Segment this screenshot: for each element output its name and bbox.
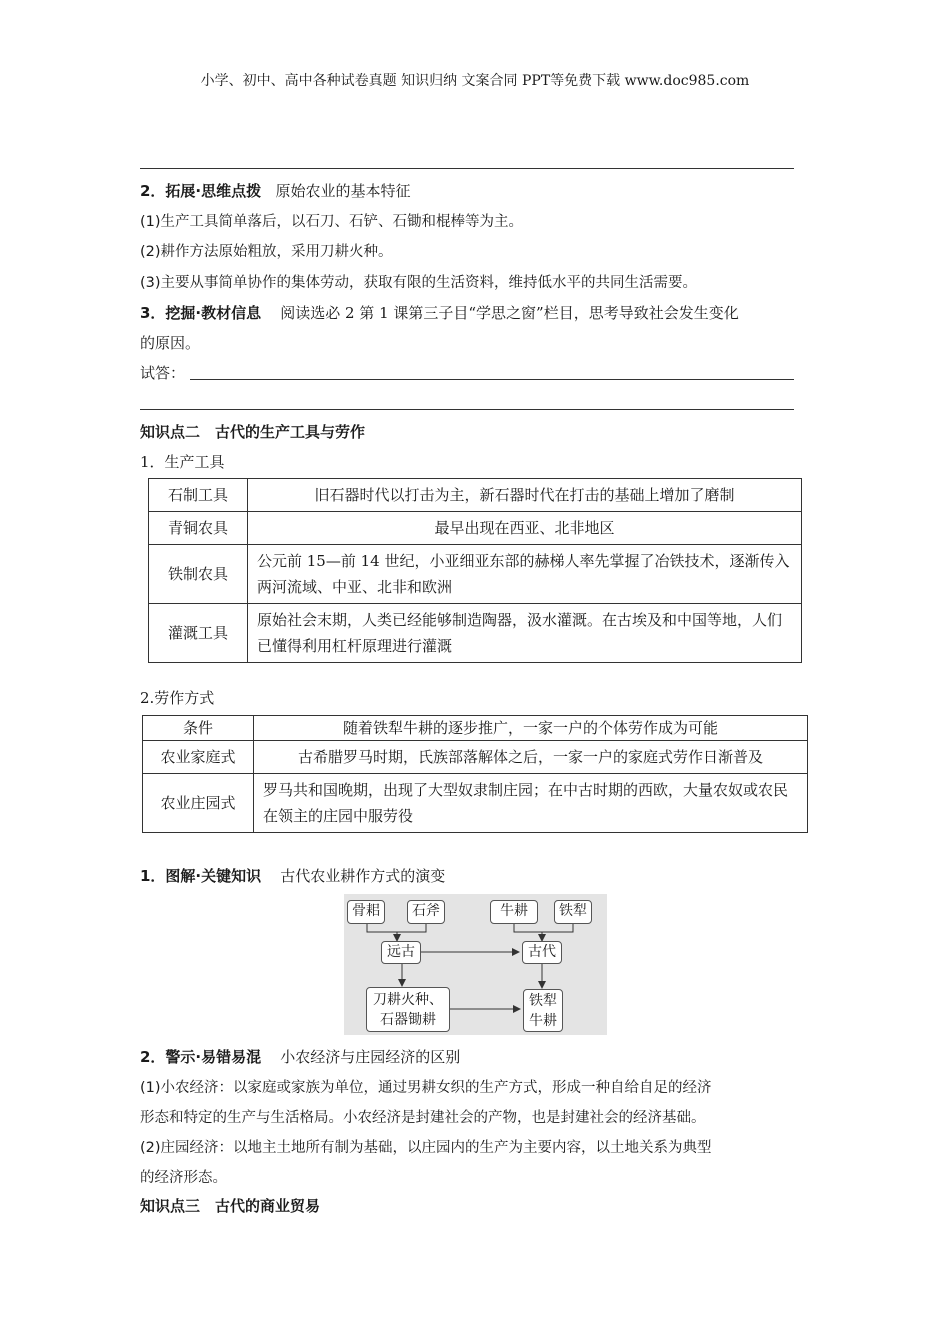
node-line: 铁犁 xyxy=(529,993,557,1009)
table-cell-key: 灌溉工具 xyxy=(149,604,248,663)
table-row xyxy=(143,774,808,833)
item-label: 1．图解·关键知识 xyxy=(140,867,262,885)
table-row xyxy=(143,716,808,741)
diagram-node: 铁犁 xyxy=(554,900,592,924)
answer-line xyxy=(140,168,794,169)
paragraph: (2)耕作方法原始粗放，采用刀耕火种。 xyxy=(140,244,393,260)
table-cell-value: 旧石器时代以打击为主，新石器时代在打击的基础上增加了磨制 xyxy=(248,479,802,512)
arrow xyxy=(367,924,397,941)
item-text-continued: 的原因。 xyxy=(140,334,201,352)
arrow xyxy=(514,924,542,941)
arrow xyxy=(542,924,573,932)
table-cell-key: 铁制农具 xyxy=(149,545,248,604)
table-cell-key: 农业庄园式 xyxy=(143,774,254,833)
diagram-node: 牛耕 xyxy=(490,900,538,924)
item-key-knowledge xyxy=(140,865,445,886)
diagram-node xyxy=(523,989,563,1032)
item-textbook-info xyxy=(140,302,739,323)
item-label: 2．警示·易错易混 xyxy=(140,1048,262,1066)
item-title: 小农经济与庄园经济的区别 xyxy=(280,1048,461,1066)
paragraph: 的经济形态。 xyxy=(140,1170,227,1186)
item-text: 阅读选必 2 第 1 课第三子目“学思之窗”栏目，思考导致社会发生变化 xyxy=(280,304,739,322)
item-title: 古代农业耕作方式的演变 xyxy=(280,867,446,885)
table-cell-value: 古希腊罗马时期，氏族部落解体之后，一家一户的家庭式劳作日渐普及 xyxy=(254,741,808,774)
subsection-title: 2.劳作方式 xyxy=(140,689,215,707)
table-cell-value: 随着铁犁牛耕的逐步推广，一家一户的个体劳作成为可能 xyxy=(254,716,808,741)
diagram-node: 远古 xyxy=(381,941,421,964)
diagram-node: 骨耜 xyxy=(347,900,385,924)
tools-table xyxy=(148,478,802,663)
diagram-node xyxy=(366,987,450,1032)
table-cell-value: 原始社会末期，人类已经能够制造陶器，汲水灌溉。在古埃及和中国等地，人们已懂得利用杠杆原理进行灌溉 xyxy=(248,604,802,663)
table-cell-key: 石制工具 xyxy=(149,479,248,512)
table-cell-value: 公元前 15—前 14 世纪，小亚细亚东部的赫梯人率先掌握了冶铁技术，逐渐传入两河流域、中亚、北非和欧洲 xyxy=(248,545,802,604)
paragraph: (1)小农经济：以家庭或家族为单位，通过男耕女织的生产方式，形成一种自给自足的经济 xyxy=(140,1080,712,1096)
answer-label: 试答： xyxy=(140,364,186,382)
diagram-node: 石斧 xyxy=(407,900,445,924)
answer-line[interactable] xyxy=(190,379,794,380)
paragraph: (3)主要从事简单协作的集体劳动，获取有限的生活资料，维持低水平的共同生活需要。 xyxy=(140,275,698,291)
paragraph: (1)生产工具简单落后，以石刀、石铲、石锄和棍棒等为主。 xyxy=(140,214,524,230)
arrow xyxy=(397,924,426,932)
item-label: 3．挖掘·教材信息 xyxy=(140,304,262,322)
node-line: 牛耕 xyxy=(529,1013,557,1029)
item-warning xyxy=(140,1046,460,1067)
item-expand-thinking xyxy=(140,180,410,201)
table-row xyxy=(149,512,802,545)
table-cell-key: 农业家庭式 xyxy=(143,741,254,774)
table-row xyxy=(143,741,808,774)
table-cell-value: 罗马共和国晚期，出现了大型奴隶制庄园；在中古时期的西欧，大量农奴或农民在领主的庄园中服劳役 xyxy=(254,774,808,833)
item-label: 2．拓展·思维点拨 xyxy=(140,182,262,200)
diagram-node: 古代 xyxy=(522,941,562,964)
farming-evolution-diagram xyxy=(344,894,607,1035)
subsection-title: 1．生产工具 xyxy=(140,453,225,471)
paragraph: (2)庄园经济：以地主土地所有制为基础，以庄园内的生产为主要内容，以土地关系为典型 xyxy=(140,1140,712,1156)
node-line: 刀耕火种、 xyxy=(373,992,443,1008)
section-title: 知识点三 古代的商业贸易 xyxy=(140,1197,321,1215)
section-title: 知识点二 古代的生产工具与劳作 xyxy=(140,423,366,441)
node-line: 石器锄耕 xyxy=(380,1012,436,1028)
table-cell-key: 青铜农具 xyxy=(149,512,248,545)
labor-table xyxy=(142,715,808,833)
table-row xyxy=(149,604,802,663)
table-cell-value: 最早出现在西亚、北非地区 xyxy=(248,512,802,545)
answer-line[interactable] xyxy=(140,409,794,410)
table-row xyxy=(149,545,802,604)
item-title: 原始农业的基本特征 xyxy=(275,182,411,200)
paragraph: 形态和特定的生产与生活格局。小农经济是封建社会的产物，也是封建社会的经济基础。 xyxy=(140,1110,706,1126)
table-cell-key: 条件 xyxy=(143,716,254,741)
table-row xyxy=(149,479,802,512)
page-header: 小学、初中、高中各种试卷真题 知识归纳 文案合同 PPT等免费下载 www.doc985.com xyxy=(200,73,750,89)
